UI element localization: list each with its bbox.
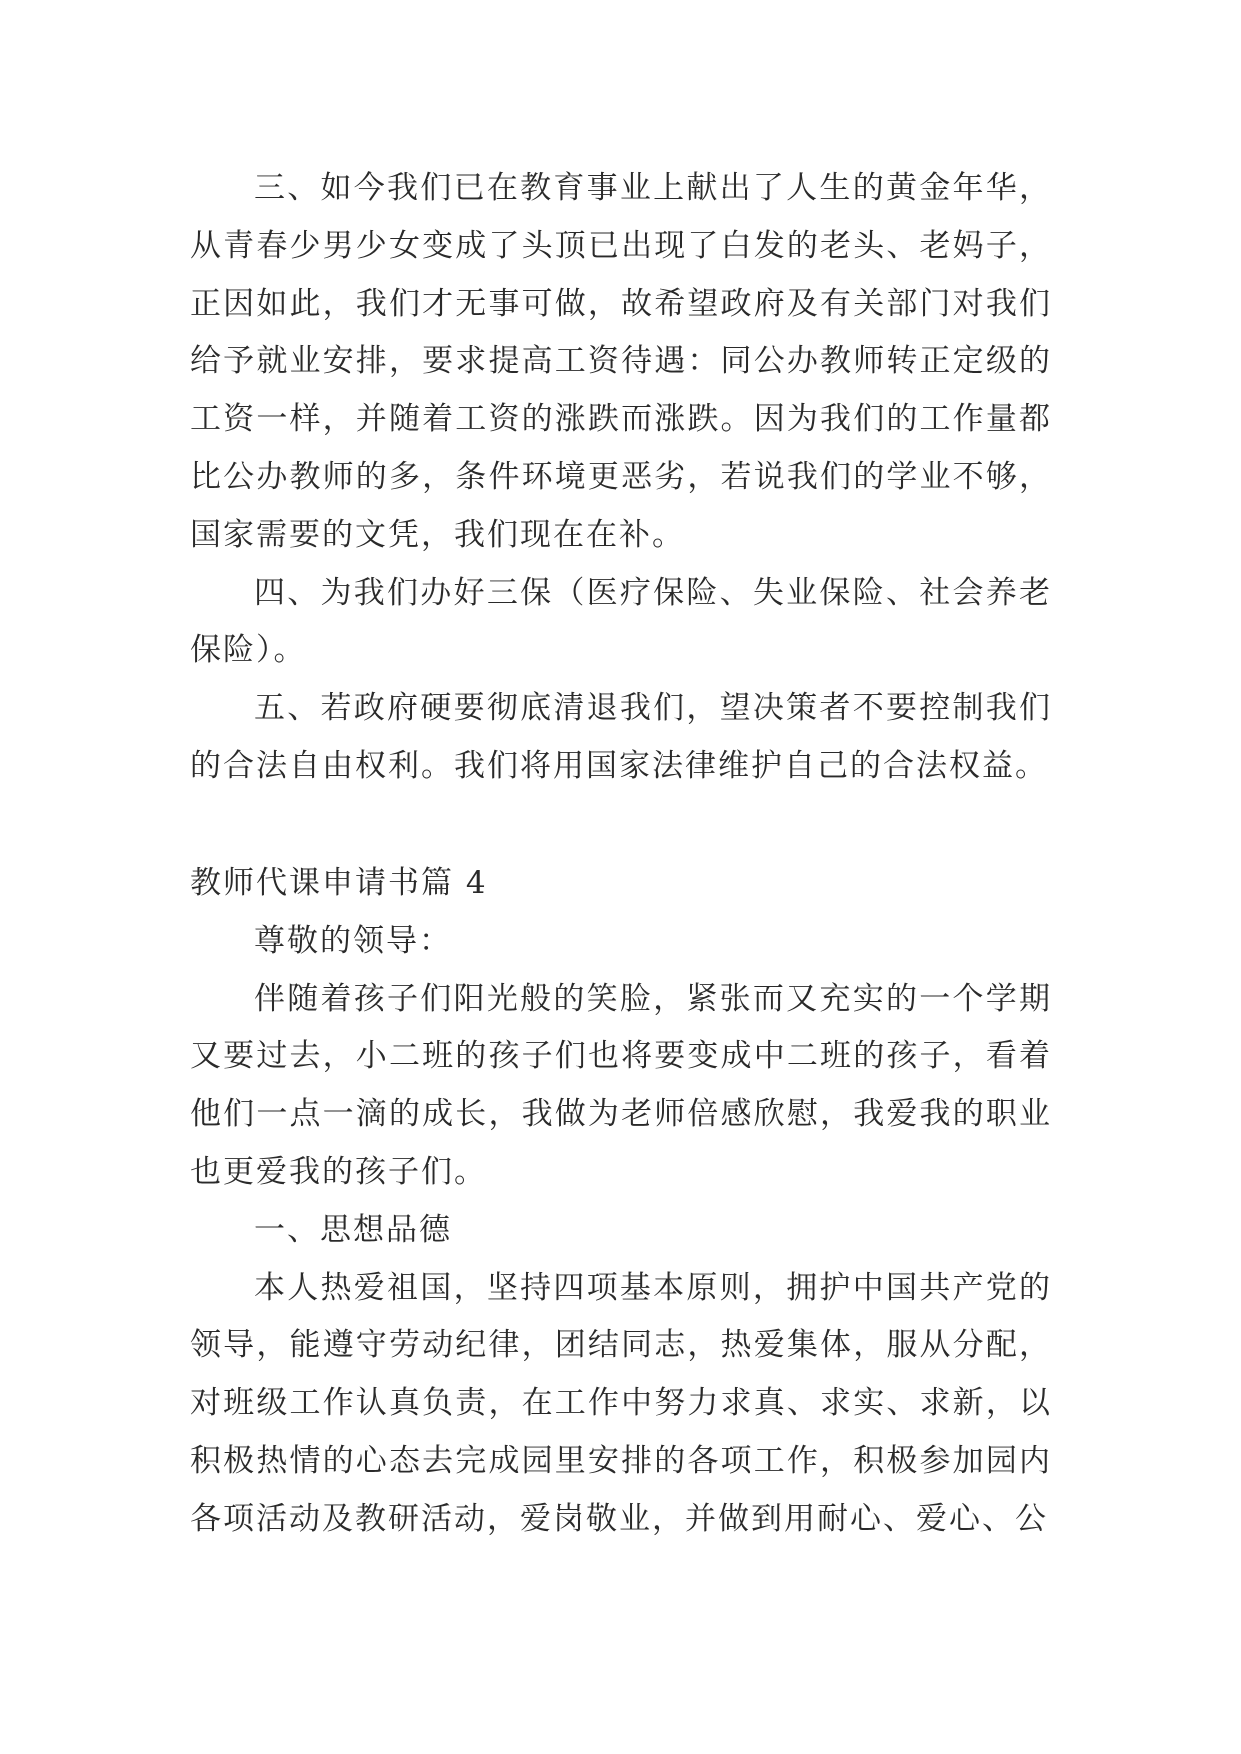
- section-top: [190, 160, 1052, 796]
- paragraph-five: 五、若政府硬要彻底清退我们，望决策者不要控制我们的合法自由权利。我们将用国家法律维护自己的合法权益。: [190, 690, 1052, 784]
- paragraph-intro: 伴随着孩子们阳光般的笑脸，紧张而又充实的一个学期又要过去，小二班的孩子们也将要变成中二班的孩子，看着他们一点一滴的成长，我做为老师倍感欣慰，我爱我的职业也更爱我的孩子们。: [190, 980, 1052, 1190]
- subheading-moral: 一、思想品德: [254, 1211, 452, 1248]
- paragraph-four: 四、为我们办好三保（医疗保险、失业保险、社会养老保险）。: [190, 574, 1052, 669]
- paragraph-moral: 本人热爱祖国，坚持四项基本原则，拥护中国共产党的领导，能遵守劳动纪律，团结同志，热爱集体，服从分配，对班级工作认真负责，在工作中努力求真、求实、求新，以积极热情的心态去完成园里安排的各项工作，积极参加园内各项活动及教研活动，爱岗敬业，并做到用耐心、爱心、公: [190, 1269, 1052, 1537]
- section-title: 教师代课申请书篇 4: [190, 865, 488, 901]
- greeting: 尊敬的领导：: [254, 922, 452, 959]
- paragraph-three: 三、如今我们已在教育事业上献出了人生的黄金年华，从青春少男少女变成了头顶已出现了白发的老头、老妈子，正因如此，我们才无事可做，故希望政府及有关部门对我们给予就业安排，要求提高工资待遇：同公办教师转正定级的工资一样，并随着工资的涨跌而涨跌。因为我们的工作量都比公办教师的多，条件环境更恶劣，若说我们的学业不够，国家需要的文凭，我们现在在补。: [190, 170, 1052, 553]
- section-bottom: [190, 855, 1052, 1549]
